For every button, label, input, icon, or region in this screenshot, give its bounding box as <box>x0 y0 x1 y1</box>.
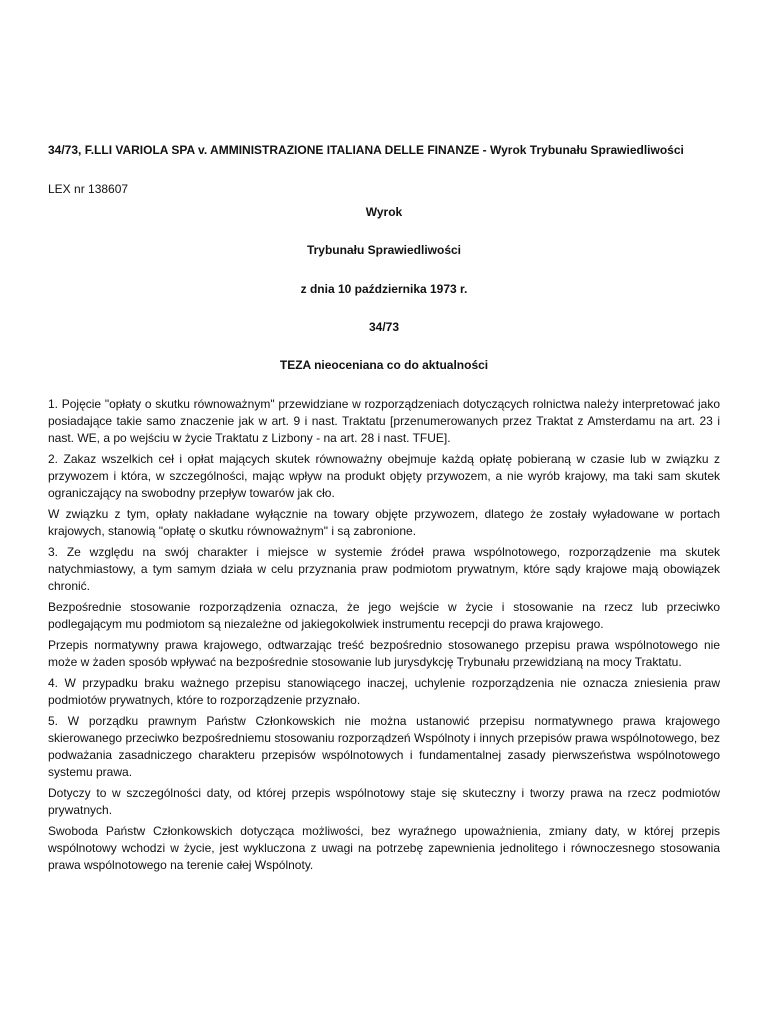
paragraph: 1. Pojęcie "opłaty o skutku równoważnym" przewidziane w rozporządzeniach dotyczących rolnictwa należy interpretować jako posiadające takie samo znaczenie jak w art. 9 i nast. Traktatu [przenumerowanych przez Traktat z Amsterdamu na art. 23 i nast. WE, a po wejściu w życie Traktatu z Lizbony - na art. 28 i nast. TFUE]. <box>48 397 720 445</box>
heading-type: Wyrok <box>365 205 403 219</box>
paragraph: Bezpośrednie stosowanie rozporządzenia oznacza, że jego wejście w życie i stosowanie na rzecz lub przeciwko podlegającym mu podmiotom są niezależne od jakiegokolwiek instrumentu recepcji do prawa krajowego. <box>48 600 720 631</box>
paragraph: Dotyczy to w szczególności daty, od której przepis wspólnotowy staje się skuteczny i tworzy prawa na rzecz podmiotów prywatnych. <box>48 786 720 817</box>
paragraph: Przepis normatywny prawa krajowego, odtwarzając treść bezpośrednio stosowanego przepisu prawa wspólnotowego nie może w żaden sposób wpływać na bezpośrednie stosowanie lub jurysdykcję Trybunału przewidzianą na mocy Traktatu. <box>48 638 720 669</box>
paragraph: 3. Ze względu na swój charakter i miejsce w systemie źródeł prawa wspólnotowego, rozporządzenie ma skutek natychmiastowy, a tym samym działa w celu przyznania praw podmiotom prywatnym, które sądy krajowe mają obowiązek chronić. <box>48 545 720 593</box>
teza-heading: TEZA nieoceniana co do aktualności <box>279 358 489 372</box>
paragraph: Swoboda Państw Członkowskich dotycząca możliwości, bez wyraźnego upoważnienia, zmiany daty, w której przepis wspólnotowy wchodzi w życie, jest wykluczona z uwagi na potrzebę zapewnienia jednolitego i równoczesnego stosowania prawa wspólnotowego na terenie całej Wspólnoty. <box>48 824 720 872</box>
paragraph: 5. W porządku prawnym Państw Członkowskich nie można ustanowić przepisu normatywnego prawa krajowego skierowanego przeciwko bezpośredniemu stosowaniu rozporządzeń Wspólnoty i innych przepisów prawa wspólnotowego, bez podważania zasadniczego charakteru przepisów wspólnotowych i fundamentalnej zasady pierwszeństwa wspólnotowego systemu prawa. <box>48 714 720 779</box>
paragraph: 2. Zakaz wszelkich ceł i opłat mających skutek równoważny obejmuje każdą opłatę pobieraną w czasie lub w związku z przywozem i która, w szczególności, mając wpływ na produkt objęty przywozem, a nie wyrób krajowy, ma taki sam skutek ograniczający na swobodny przepływ towarów jak cło. <box>48 452 720 500</box>
court-name: Trybunału Sprawiedliwości <box>306 243 462 257</box>
teza-body <box>48 396 720 878</box>
paragraph: W związku z tym, opłaty nakładane wyłącznie na towary objęte przywozem, dlatego że zostały wyładowane w portach krajowych, stanowią "opłatę o skutku równoważnym" i są zabronione. <box>48 507 720 538</box>
document-title: 34/73, F.LLI VARIOLA SPA v. AMMINISTRAZIONE ITALIANA DELLE FINANZE - Wyrok Trybunału Sprawiedliwości <box>48 143 684 157</box>
lex-number: LEX nr 138607 <box>48 182 129 196</box>
case-number: 34/73 <box>368 320 400 334</box>
judgment-date: z dnia 10 października 1973 r. <box>300 282 468 296</box>
paragraph: 4. W przypadku braku ważnego przepisu stanowiącego inaczej, uchylenie rozporządzenia nie oznacza zniesienia praw podmiotów prywatnych, które to rozporządzenie przyznało. <box>48 676 720 707</box>
